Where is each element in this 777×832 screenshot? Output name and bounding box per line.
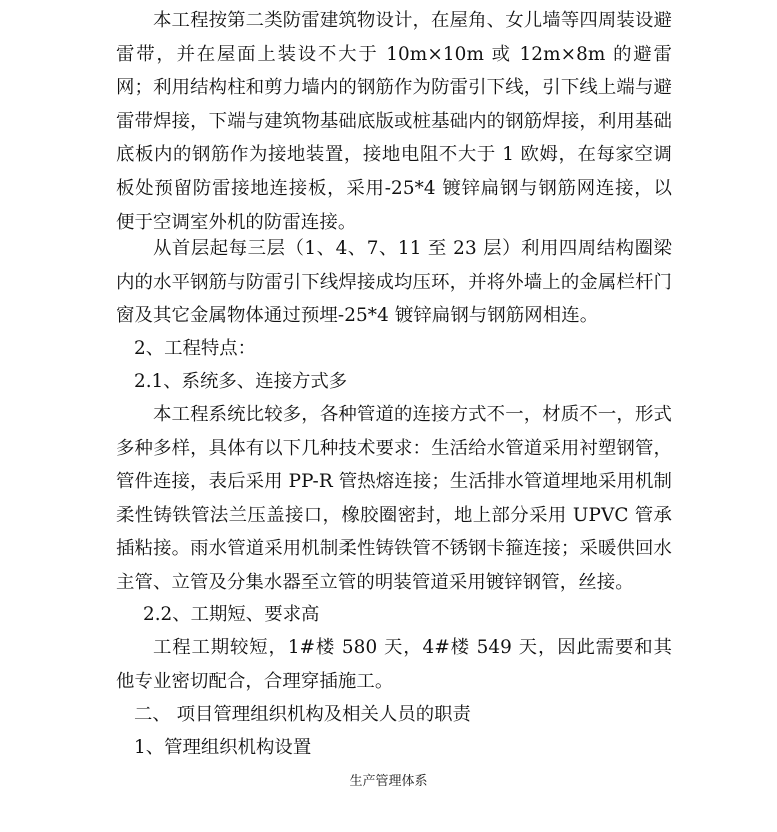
heading-project-features: 2、工程特点： xyxy=(134,338,257,359)
heading-many-systems: 2.1、系统多、连接方式多 xyxy=(134,371,348,392)
heading-org-structure: 1、管理组织机构设置 xyxy=(134,737,312,758)
paragraph-piping-requirements: 本工程系统比较多，各种管道的连接方式不一，材质不一，形式多种多样，具体有以下几种技术要求：生活给水管道采用衬塑钢管，管件连接，表后采用 PP-R 管热熔连接；生活排水管道埋地采用机制柔性铸铁管法兰压盖接口，橡胶圈密封，地上部分采用 UPVC 管承插粘接。雨水管道采用机制柔性铸铁管不锈钢卡箍连接；采暖供回水主管、立管及分集水器至立管的明装管道采用镀锌钢管，丝接。 xyxy=(116,404,672,593)
paragraph-schedule: 工程工期较短，1#楼 580 天，4#楼 549 天，因此需要和其他专业密切配合，合理穿插施工。 xyxy=(116,637,672,692)
heading-short-schedule: 2.2、工期短、要求高 xyxy=(143,604,320,625)
paragraph-lightning-protection: 本工程按第二类防雷建筑物设计，在屋角、女儿墙等四周装设避雷带，并在屋面上装设不大于 10m×10m 或 12m×8m 的避雷网；利用结构柱和剪力墙内的钢筋作为防雷引下线，引下线上端与避雷带焊接，下端与建筑物基础底版或桩基础内的钢筋焊接，利用基础底板内的钢筋作为接地装置，接地电阻不大于 1 欧姆，在每家空调板处预留防雷接地连接板，采用-25*4 镀锌扁钢与钢筋网连接，以便于空调室外机的防雷连接。 xyxy=(116,10,672,233)
figure-caption: 生产管理体系 xyxy=(349,774,428,789)
paragraph-equipotential-ring: 从首层起每三层（1、4、7、11 至 23 层）利用四周结构圈梁内的水平钢筋与防雷引下线焊接成均压环，并将外墙上的金属栏杆门窗及其它金属物体通过预埋-25*4 镀锌扁钢与钢筋网相连。 xyxy=(116,238,672,327)
heading-section-two: 二、 项目管理组织机构及相关人员的职责 xyxy=(134,704,471,725)
